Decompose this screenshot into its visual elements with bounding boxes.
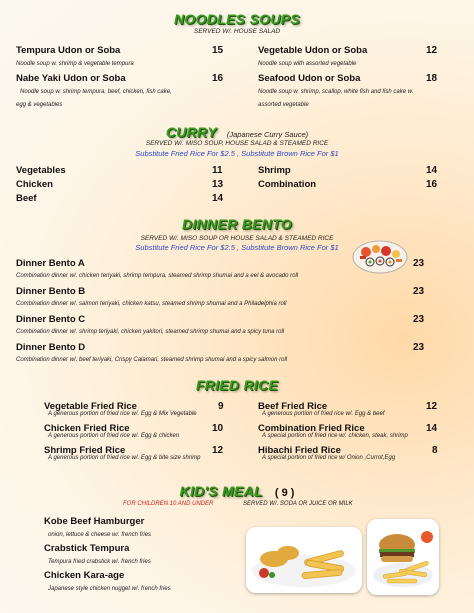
menu-item-desc: A special portion of fried rice w/ Onion ,Currot,Egg — [262, 455, 396, 461]
menu-item-price: 23 — [413, 286, 425, 297]
menu-item-desc: Noodle soup with assorted vegetable — [258, 61, 357, 67]
tempura-fries-image — [246, 527, 362, 593]
menu-item-desc: A special portion of fried rice w/. chicken, steak, shrimp — [262, 433, 408, 439]
sushi-platter-image — [352, 240, 408, 274]
noodles-title: NOODLES SOUPS — [173, 11, 301, 27]
menu-item-desc: Noodle soup w. shrimp tempura, beef, chicken, fish cake, — [20, 89, 172, 95]
menu-item-name: Nabe Yaki Udon or Soba — [16, 73, 126, 84]
menu-item-desc: Combination dinner w/. salmon teriyaki, chicken katsu, steamed shrimp shumai and a Philadelphia roll — [16, 301, 287, 307]
fried-rice-title: FRIED RICE — [195, 377, 279, 393]
menu-item-price: 23 — [413, 342, 425, 353]
curry-substitute: Substitute Fried Rice For $2.5 , Substitute Brown Rice For $1 — [135, 149, 339, 158]
menu-item-name: Dinner Bento A — [16, 258, 85, 269]
menu-item-price: 9 — [218, 401, 224, 412]
menu-item-price: 23 — [413, 314, 425, 325]
menu-item-name: Hibachi Fried Rice — [258, 445, 341, 456]
menu-item-name: Seafood Udon or Soba — [258, 73, 361, 84]
menu-item-price: 14 — [426, 423, 438, 434]
menu-item-name: Dinner Bento D — [16, 342, 86, 353]
menu-item-name: Dinner Bento B — [16, 286, 86, 297]
noodles-subtitle: SERVED W/. HOUSE SALAD — [193, 28, 281, 35]
menu-item-price: 14 — [426, 165, 438, 176]
menu-item-desc: Noodle soup w. shrimp, scallop, white fish and fish cake w. — [258, 89, 414, 95]
menu-item-price: 14 — [212, 193, 224, 204]
menu-item-name: Combination — [258, 179, 317, 190]
menu-item-desc: A generous portion of fried rice w/. Egg & Mix Vegetable — [48, 411, 197, 417]
menu-item-name: Chicken Fried Rice — [44, 423, 130, 434]
bento-title: DINNER BENTO — [182, 216, 292, 232]
menu-item-name: Dinner Bento C — [16, 314, 86, 325]
curry-title: CURRY — [165, 124, 217, 140]
menu-item-name: Beef — [16, 193, 37, 204]
menu-item-price: 11 — [212, 165, 223, 176]
menu-item-price: 18 — [426, 73, 438, 84]
menu-item-price: 23 — [413, 258, 425, 269]
menu-item-desc: A generous portion of fried rice w/. Egg & beef — [262, 411, 385, 417]
menu-item-desc: A generous portion of fried rice w/. Egg & chicken — [48, 433, 180, 439]
kids-price: ( 9 ) — [274, 487, 295, 499]
menu-item-price: 12 — [426, 45, 438, 56]
menu-item-desc: assorted vegetable — [258, 102, 309, 108]
kids-age-note: FOR CHILDREN 10 AND UNDER — [123, 501, 214, 507]
menu-item-desc: egg & vegetables — [16, 102, 63, 108]
menu-item-desc: onion, lettuce & cheese w/. french fries — [48, 532, 152, 538]
menu-item-price: 15 — [212, 45, 224, 56]
bento-substitute: Substitute Fried Rice For $2.5 , Substitute Brown Rice For $1 — [135, 243, 339, 252]
kids-served: SERVED W/. SODA OR JUICE OR MILK — [243, 501, 353, 507]
menu-item-name: Vegetables — [16, 165, 66, 176]
menu-item-desc: Combination dinner w/. chicken teriyaki, shrimp tempura, steamed shrimp shumai and a eel & avocado roll — [16, 273, 299, 279]
menu-item-desc: Japanese style chicken nugget w/. french fries — [48, 586, 171, 592]
curry-served: SERVED W/. MISO SOUP, HOUSE SALAD & STEAMED RICE — [145, 140, 329, 147]
menu-item-price: 13 — [212, 179, 224, 190]
menu-item-name: Chicken Kara-age — [44, 570, 125, 581]
bento-served: SERVED W/. MISO SOUP OR HOUSE SALAD & STEAMED RICE — [140, 235, 334, 242]
menu-item-name: Tempura Udon or Soba — [16, 45, 121, 56]
menu-item-name: Shrimp Fried Rice — [44, 445, 126, 456]
kids-heading — [0, 483, 474, 501]
menu-item-desc: A generous portion of fried rice w/. Egg & bite size shrimp — [48, 455, 201, 461]
kids-title: KID'S MEAL — [179, 483, 263, 499]
menu-item-price: 16 — [212, 73, 224, 84]
menu-item-name: Beef Fried Rice — [258, 401, 328, 412]
curry-title-note: (Japanese Curry Sauce) — [226, 130, 309, 139]
menu-item-name: Vegetable Udon or Soba — [258, 45, 368, 56]
menu-item-price: 10 — [212, 423, 224, 434]
menu-item-price: 12 — [212, 445, 224, 456]
menu-item-desc: Tempura fried crabstick w/. french fries — [48, 559, 151, 565]
menu-item-name: Kobe Beef Hamburger — [44, 516, 145, 527]
menu-item-desc: Combination dinner w/. beef teriyaki, Crispy Calamari, steamed shrimp shumai and a spicy salmon roll — [16, 357, 288, 363]
menu-item-desc: Combination dinner w/. shrimp teriyaki, chicken yakitori, steamed shrimp shumai and a spicy tuna roll — [16, 329, 285, 335]
menu-item-name: Combination Fried Rice — [258, 423, 365, 434]
menu-item-name: Crabstick Tempura — [44, 543, 130, 554]
menu-item-price: 8 — [432, 445, 438, 456]
menu-item-price: 12 — [426, 401, 438, 412]
menu-item-name: Chicken — [16, 179, 53, 190]
menu-item-name: Shrimp — [258, 165, 291, 176]
hamburger-fries-image — [367, 519, 439, 595]
menu-item-name: Vegetable Fried Rice — [44, 401, 137, 412]
menu-item-price: 16 — [426, 179, 438, 190]
menu-item-desc: Noodle soup w. shrimp & vegetable tempura — [16, 61, 134, 67]
